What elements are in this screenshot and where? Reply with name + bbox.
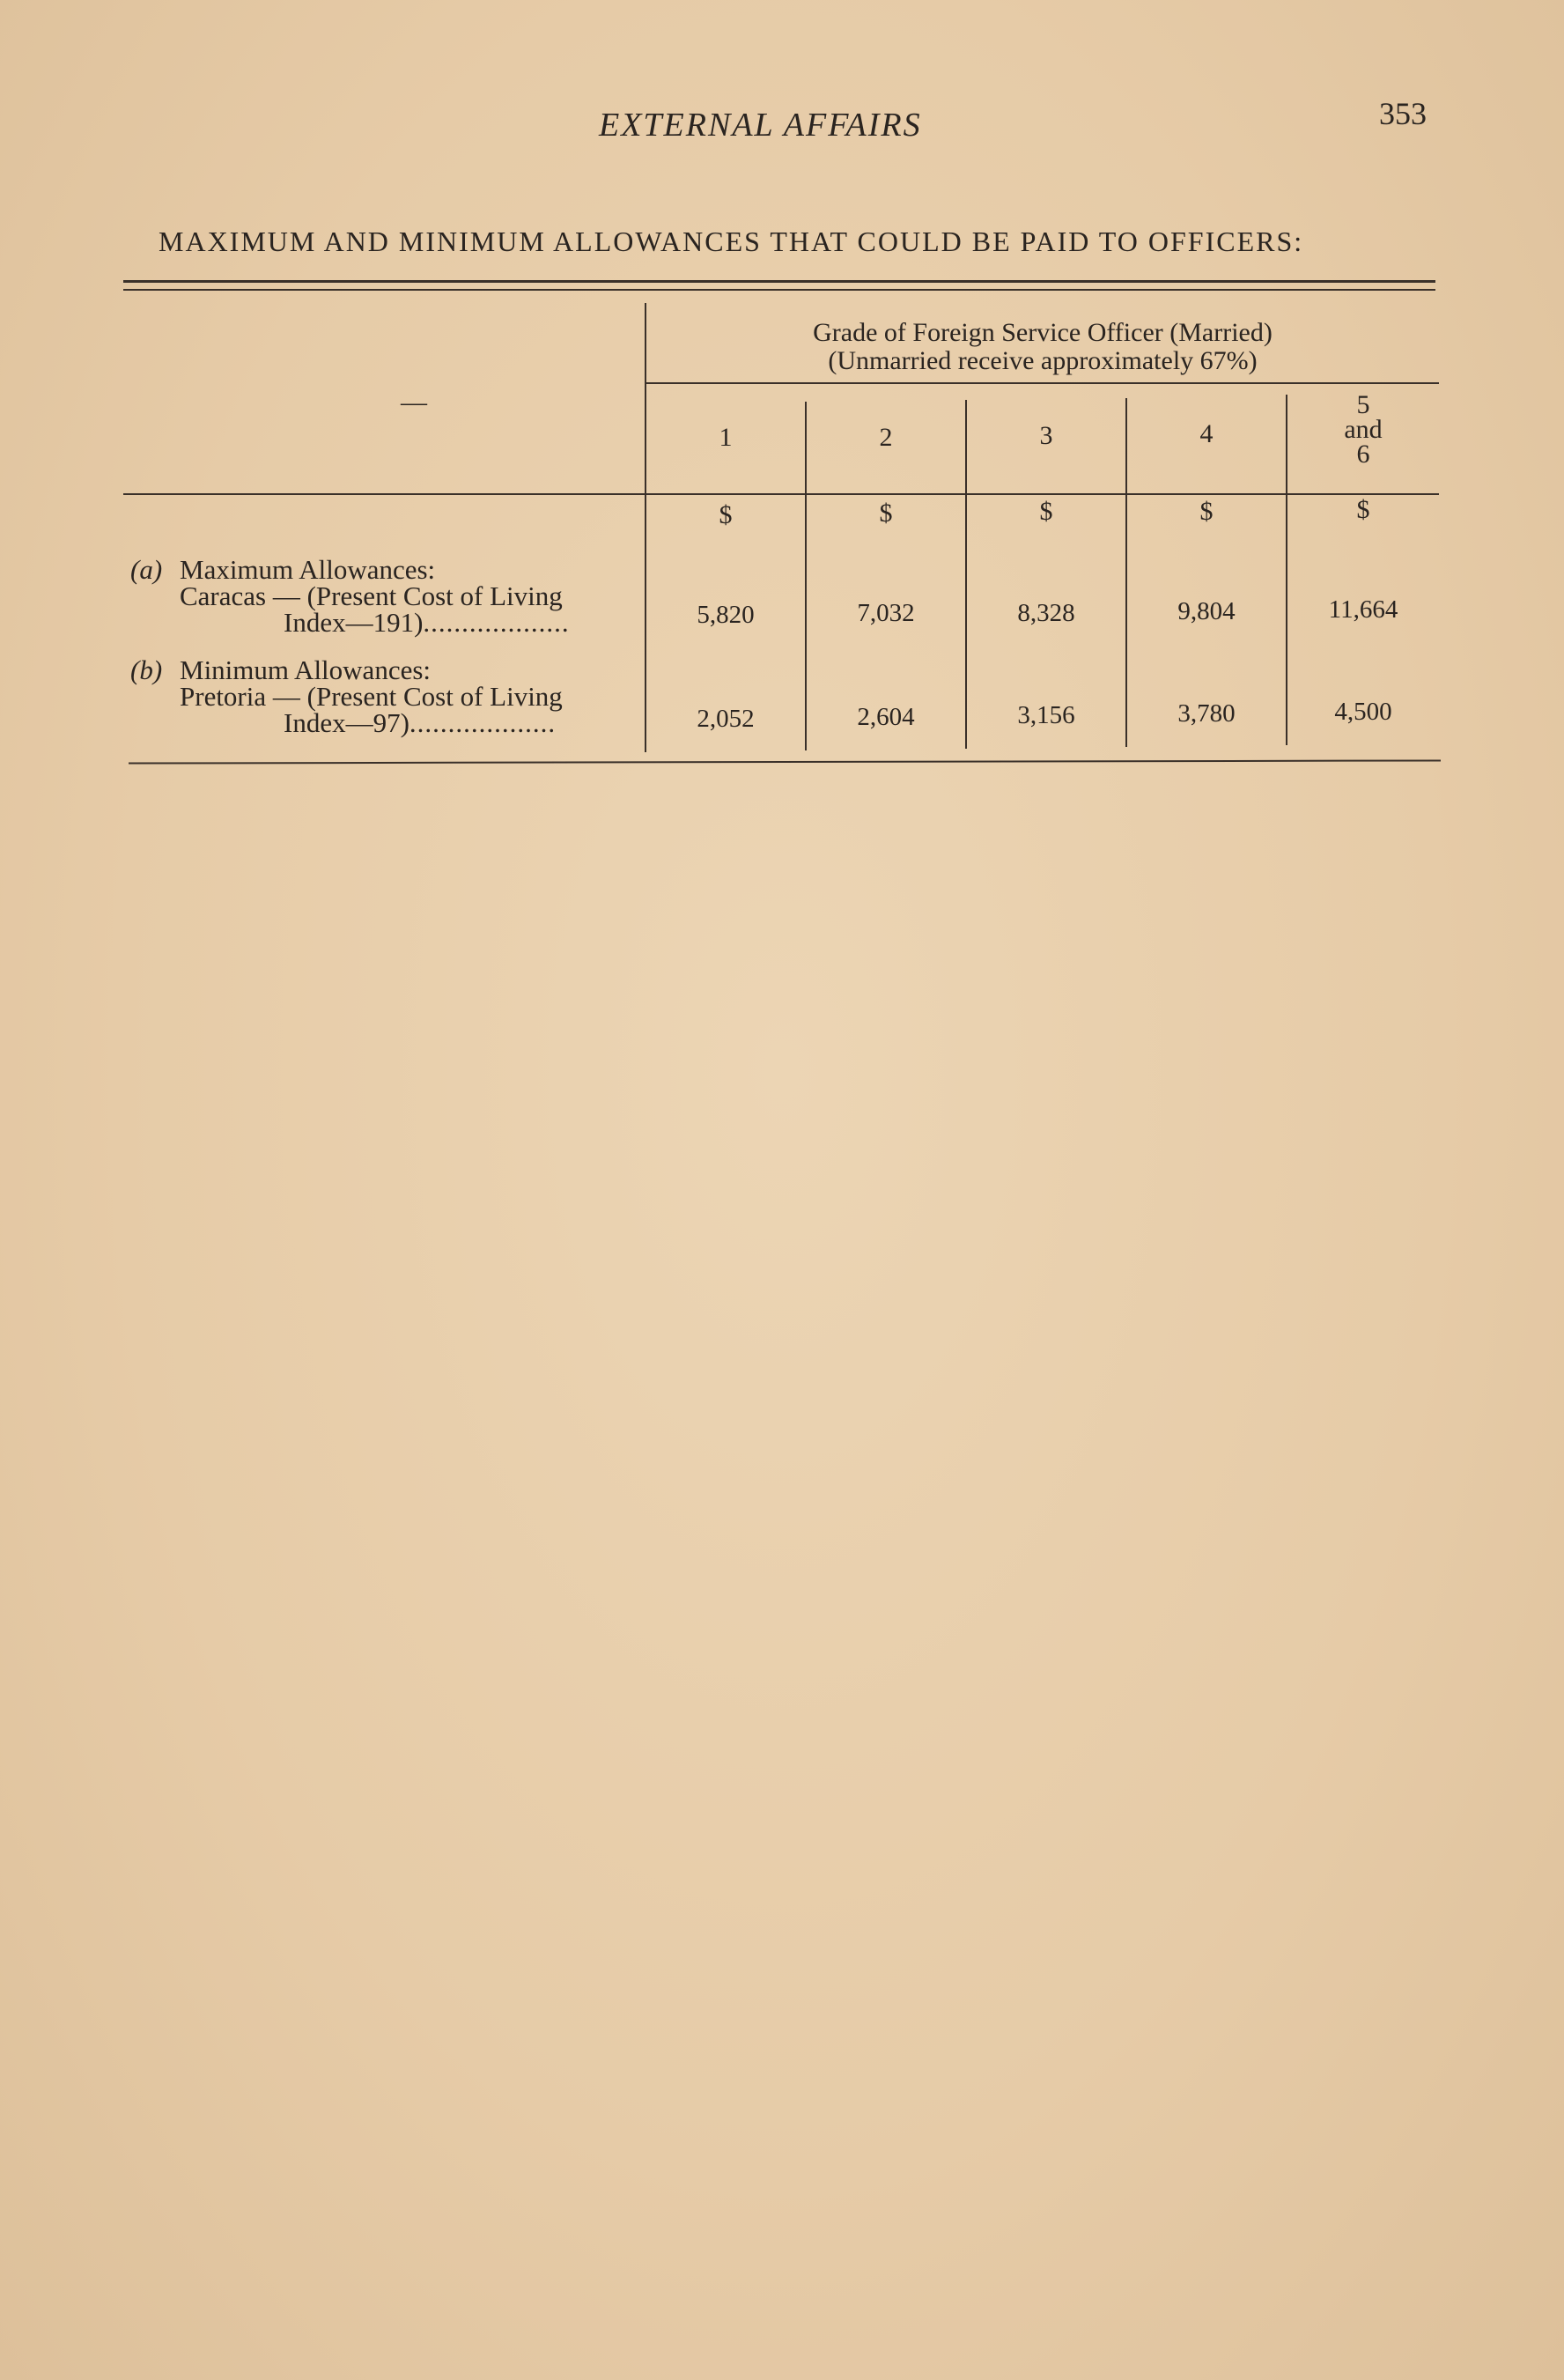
row-a-line-1 xyxy=(130,554,641,585)
col-header-2: 2 xyxy=(879,423,893,452)
col-divider-1 xyxy=(805,402,807,750)
table-row-a-stub xyxy=(130,554,641,638)
col-header-4: 4 xyxy=(1199,419,1214,448)
unit-col-2: $ xyxy=(879,499,893,528)
row-b-title: Minimum Allowances: xyxy=(180,654,432,685)
table-caption: MAXIMUM AND MINIMUM ALLOWANCES THAT COULD BE PAID TO OFFICERS: xyxy=(159,225,1304,257)
spanner-line-1: Grade of Foreign Service Officer (Married) xyxy=(813,318,1273,347)
col-header-5 xyxy=(1287,390,1439,469)
row-b-line-2: Pretoria — (Present Cost of Living xyxy=(180,681,563,712)
unit-col-4: $ xyxy=(1199,497,1214,526)
col-divider-2 xyxy=(965,400,967,749)
col-header-5-line-3: 6 xyxy=(1356,440,1370,469)
col-header-5-line-2: and xyxy=(1344,415,1383,444)
row-b-marker: (b) xyxy=(130,654,163,685)
row-b-index: Index—97) xyxy=(284,707,409,738)
col-divider-4 xyxy=(1286,395,1287,745)
row-b-leader: ................... xyxy=(409,707,557,738)
row-b-value-4: 3,780 xyxy=(1177,699,1236,728)
running-head: EXTERNAL AFFAIRS xyxy=(599,107,922,144)
page-number: 353 xyxy=(1379,96,1427,131)
row-b-value-1: 2,052 xyxy=(697,705,755,733)
unit-col-1: $ xyxy=(719,500,733,529)
table-top-rule-thin xyxy=(123,289,1435,291)
col-header-1: 1 xyxy=(719,423,733,452)
unit-col-3: $ xyxy=(1039,497,1053,526)
row-a-value-2: 7,032 xyxy=(857,599,915,627)
stub-header: — xyxy=(401,388,427,417)
spanner-heading xyxy=(648,319,1437,375)
row-b-line-3 xyxy=(130,707,641,738)
row-a-marker: (a) xyxy=(130,554,163,585)
row-a-value-1: 5,820 xyxy=(697,601,755,629)
row-a-value-3: 8,328 xyxy=(1017,599,1075,627)
row-a-line-3 xyxy=(130,607,641,638)
table-row-b-stub xyxy=(130,654,641,738)
spanner-line-2: (Unmarried receive approximately 67%) xyxy=(828,346,1258,375)
row-b-value-5: 4,500 xyxy=(1334,698,1392,726)
col-header-5-line-1: 5 xyxy=(1356,390,1370,419)
spanner-rule xyxy=(646,382,1439,384)
col-divider-3 xyxy=(1125,398,1127,747)
row-a-line-2: Caracas — (Present Cost of Living xyxy=(180,580,563,611)
row-a-title: Maximum Allowances: xyxy=(180,554,436,585)
header-bottom-rule xyxy=(123,493,1439,495)
row-a-value-4: 9,804 xyxy=(1177,597,1236,625)
row-b-value-3: 3,156 xyxy=(1017,701,1075,729)
row-a-value-5: 11,664 xyxy=(1328,595,1398,624)
table-bottom-rule xyxy=(129,759,1441,764)
col-header-3: 3 xyxy=(1039,421,1053,450)
unit-col-5: $ xyxy=(1356,495,1370,524)
row-b-line-1 xyxy=(130,654,641,685)
row-a-leader: ................... xyxy=(423,607,570,638)
row-a-index: Index—191) xyxy=(284,607,424,638)
row-b-value-2: 2,604 xyxy=(857,703,915,731)
table-top-rule xyxy=(123,280,1435,283)
